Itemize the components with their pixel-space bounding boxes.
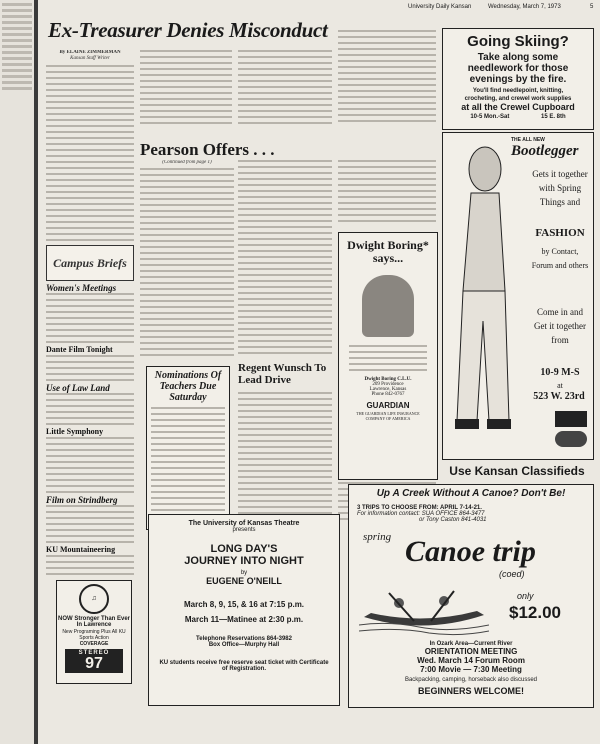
canoe-illustration [359, 581, 489, 637]
skiing-line-5: crocheting, and crewel work supplies [464, 96, 572, 102]
stereo-sub: New Programing Plus All KU Sports Action [62, 629, 126, 641]
canoe-time: 7:00 Movie — 7:30 Meeting [420, 665, 522, 674]
nominations-title: Nominations Of Teachers Due Saturday [154, 370, 222, 403]
theatre-ku-note: KU students receive free reserve seat ticket with Certificate of Registration. [159, 660, 329, 672]
canoe-only: only [517, 591, 534, 601]
column-3-top [238, 50, 332, 132]
canoe-coed: (coed) [499, 569, 525, 579]
stereo-97-ad [56, 580, 132, 684]
masthead-page: 5 [590, 4, 594, 10]
play-matinee: March 11—Matinee at 2:30 p.m. [184, 615, 304, 624]
bootlegger-at: at [557, 381, 563, 390]
bootlegger-come: Come in and Get it together from [534, 307, 586, 345]
woman-figure-drawing [453, 141, 513, 441]
bootlegger-ad [442, 132, 594, 460]
bootlegger-fashion: FASHION [535, 227, 585, 239]
bootlegger-by: by Contact, Forum and others [531, 247, 589, 270]
masthead [38, 0, 600, 14]
play-author: EUGENE O'NEILL [206, 576, 282, 586]
skiing-line-1: Take along some [477, 52, 559, 63]
brief-title-4: Film on Strindberg [46, 495, 118, 505]
pearson-headline: Pearson Offers . . . [140, 140, 275, 159]
dwight-title: Dwight Boring* says... [347, 238, 429, 265]
radio-icon: ♫ [79, 584, 109, 614]
nominations-box [146, 366, 230, 530]
bootlegger-gets: Gets it together with Spring Things and [532, 169, 588, 207]
skiing-title: Going Skiing? [467, 33, 569, 50]
skiing-line-4: You'll find needlepoint, knitting, [472, 88, 564, 94]
pearson-continued: (Continued from page 1) [162, 160, 212, 165]
masthead-date: Wednesday, March 7, 1973 [488, 4, 561, 10]
skiing-ad [442, 28, 594, 130]
canoe-orientation: ORIENTATION MEETING [424, 647, 518, 656]
pearson-column-2 [238, 160, 332, 360]
theatre-ad [148, 514, 340, 706]
canoe-welcome: BEGINNERS WELCOME! [417, 686, 524, 696]
theatre-presents: presents [232, 527, 256, 533]
canoe-spring: spring [363, 531, 392, 543]
play-dates: March 8, 9, 15, & 16 at 7:15 p.m. [183, 600, 305, 609]
canoe-title: Canoe trip [405, 535, 536, 568]
canoe-or: or Tony Caston 841-4031 [419, 517, 487, 523]
main-headline: Ex-Treasurer Denies Misconduct [48, 18, 328, 42]
newspaper-page [38, 0, 600, 744]
stereo-coverage: COVERAGE [79, 641, 109, 647]
pearson-column-1 [140, 160, 234, 360]
byline-role: Kansan Staff Writer [70, 56, 110, 61]
brief-title-5: KU Mountaineering [46, 545, 116, 554]
bankamericard-logo [555, 411, 587, 427]
dwight-boring-ad [338, 232, 438, 480]
skiing-address: 15 E. 8th [541, 114, 566, 120]
article-text [46, 65, 134, 241]
canoe-info: For information contact: SUA OFFICE 864-3477 [357, 511, 485, 517]
brief-title-2: Use of Law Land [46, 383, 110, 393]
brief-title-0: Women's Meetings [46, 283, 117, 293]
bootlegger-hours: 10-9 M-S [540, 367, 580, 378]
previous-page-edge [0, 0, 34, 744]
bootlegger-name: Bootlegger [511, 143, 579, 159]
dwight-portrait [362, 275, 414, 337]
stereo-word: STEREO [78, 650, 110, 656]
dwight-phone: Phone 842-0767 [371, 392, 405, 397]
dwight-caption: Dwight Boring C.L.U. [364, 377, 412, 382]
canoe-headline: Up A Creek Without A Canoe? Don't Be! [376, 488, 566, 499]
column-2-top [140, 50, 232, 132]
skiing-line-2: needlework for those [467, 63, 569, 74]
stereo-frequency: 97 [85, 655, 103, 672]
regent-article [238, 392, 332, 527]
canoe-price: $12.00 [509, 603, 561, 622]
bootlegger-address: 523 W. 23rd [533, 391, 585, 402]
dwight-company: GUARDIAN [366, 401, 410, 410]
brief-title-3: Little Symphony [46, 427, 104, 436]
use-kansan-classifieds: Use Kansan Classifieds [449, 464, 585, 478]
theatre-presenter: The University of Kansas Theatre [188, 520, 300, 527]
fashion-illustration [453, 141, 513, 441]
canoe-backpacking: Backpacking, camping, horseback also discussed [404, 677, 538, 683]
byline: By ELAINE ZIMMERMAN [59, 50, 121, 55]
masthead-paper: University Daily Kansan [408, 4, 472, 10]
skiing-hours: 10-5 Mon.-Sat [470, 114, 510, 120]
play-title-2: JOURNEY INTO NIGHT [184, 555, 304, 567]
pearson-column-3 [338, 160, 436, 230]
canoe-date: Wed. March 14 Forum Room [417, 656, 525, 665]
canoe-trips: 3 TRIPS TO CHOOSE FROM: APRIL 7-14-21. [357, 505, 482, 511]
stereo-tagline: NOW Stronger Than Ever In Lawrence [57, 616, 130, 628]
campus-briefs-title: Campus Briefs [53, 256, 127, 270]
brief-title-1: Dante Film Tonight [46, 345, 113, 354]
stereo-logo [65, 649, 123, 673]
regent-headline: Regent Wunsch To Lead Drive [238, 362, 327, 386]
bootlegger-new: THE ALL NEW [511, 137, 545, 143]
canoe-place: In Ozark Area—Current River [429, 641, 513, 647]
canoe-trip-ad [348, 484, 594, 708]
master-charge-logo [555, 431, 587, 447]
skiing-line-3: evenings by the fire. [469, 74, 567, 85]
column-4-top [338, 30, 436, 132]
play-title-1: LONG DAY'S [210, 543, 278, 555]
skiing-line-6: at all the Crewel Cupboard [461, 102, 575, 112]
play-by: by [240, 570, 248, 576]
campus-briefs-logo [46, 245, 134, 281]
dwight-company-sub: THE GUARDIAN LIFE INSURANCE COMPANY OF AMERICA [356, 411, 420, 421]
dwight-address: 209 Providence Lawrence, Kansas [369, 382, 407, 392]
theatre-phone: Telephone Reservations 864-3982 [196, 636, 292, 642]
theatre-box-office: Box Office—Murphy Hall [208, 642, 280, 648]
